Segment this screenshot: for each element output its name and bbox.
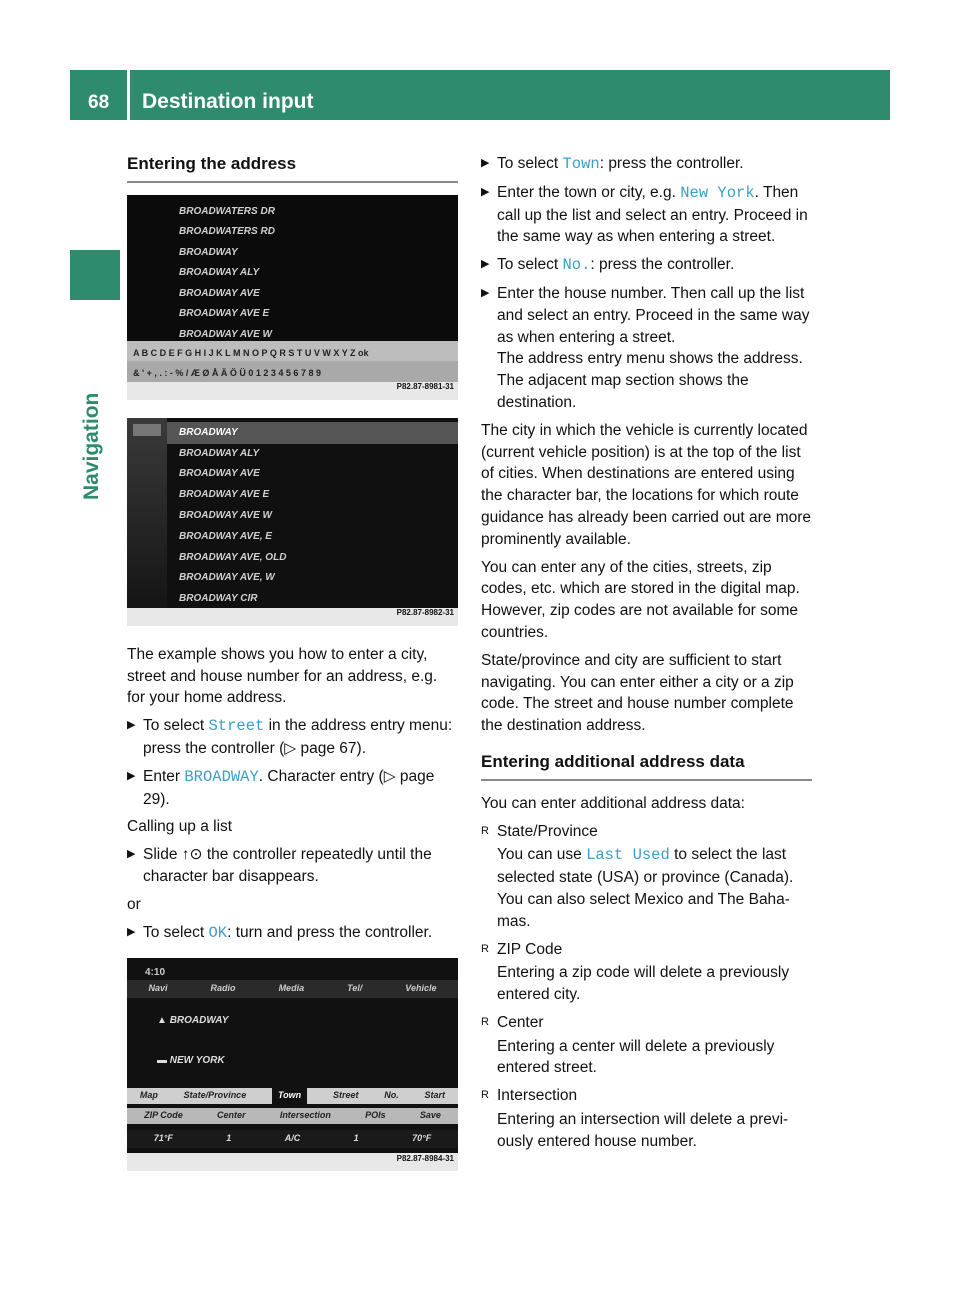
highlight-ok: OK <box>208 923 228 942</box>
highlight-new-york: New York <box>680 183 755 202</box>
street-list-item[interactable]: BROADWAY ALY <box>179 267 260 279</box>
fig3status-item[interactable]: 71°F <box>153 1133 173 1144</box>
fig3status-item[interactable]: 1 <box>226 1133 232 1144</box>
street-list-item[interactable]: BROADWAY AVE, W <box>179 572 275 584</box>
street-list-item[interactable]: BROADWAY ALY <box>179 447 260 459</box>
step-item: ▶ To select No.: press the controller. <box>481 256 735 275</box>
character-bar-letters: A B C D E F G H I J K L M N O P Q R S T U V W X Y Z ok <box>127 341 458 367</box>
bullet-text: Entering a zip code will delete a previously entered city. <box>497 964 790 1004</box>
figure-street-list-full <box>127 418 458 626</box>
street-list-item[interactable]: BROADWAY AVE W <box>179 509 272 521</box>
street-list-item[interactable]: BROADWAY AVE <box>179 287 260 299</box>
page-title: Destination input <box>142 90 314 113</box>
figure-caption: P82.87-8982-31 <box>396 608 454 617</box>
right-column <box>481 153 812 1159</box>
intro-paragraph: The example shows you how to enter a city, street and house number for an address, e.g. for your home address. <box>127 645 438 707</box>
section-label-text: Navigation <box>80 392 103 500</box>
page-header <box>70 70 890 120</box>
fig3menu-item[interactable]: Radio <box>210 983 236 994</box>
fig3row2-item[interactable]: ZIP Code <box>144 1110 183 1121</box>
character-bar-symbols: & ' + , . : - % / Æ Ø Å Ä Ö Ü 0 1 2 3 4 5 6 7 8 9 <box>127 361 458 387</box>
street-list-item[interactable]: BROADWAY AVE E <box>179 308 270 320</box>
bullet-item: R Center <box>481 1013 544 1031</box>
fig3menu-item[interactable]: Media <box>278 983 305 994</box>
fig3menu-item[interactable]: Vehicle <box>405 983 437 994</box>
step-item: ▶ To select OK: turn and press the controller. <box>127 923 433 942</box>
fig3row1-item[interactable]: Street <box>332 1090 359 1101</box>
fig3menu-item[interactable]: Tel/ <box>347 983 363 994</box>
step-item: ▶ Slide ↑⊙ the controller repeatedly until the character bar disappears. <box>127 846 432 885</box>
street-list-item[interactable]: BROADWATERS DR <box>179 205 275 217</box>
figure-address-menu <box>127 958 458 1171</box>
sub-heading: Calling up a list <box>127 818 233 836</box>
bullet-item: R Intersection <box>481 1087 578 1105</box>
city-entry: ▬ NEW YORK <box>157 1055 225 1067</box>
street-list-item[interactable]: BROADWAY <box>167 422 458 444</box>
street-list-item[interactable]: BROADWAY AVE, E <box>179 530 272 542</box>
fig3row2-item[interactable]: Save <box>419 1110 441 1121</box>
clock: 4:10 <box>145 967 166 979</box>
page-number: 68 <box>88 92 110 113</box>
fig3row1-item[interactable]: State/Province <box>183 1090 247 1101</box>
main-menu <box>127 980 458 998</box>
street-list-item[interactable]: BROADWATERS RD <box>179 226 275 238</box>
paragraph: You can enter any of the cities, streets, zip codes, etc. which are stored in the digital map. However, zip codes are not available for some countries. <box>481 558 800 641</box>
fig3status-item[interactable]: 1 <box>353 1133 359 1144</box>
highlight-no: No. <box>562 256 591 275</box>
figure-caption: P82.87-8984-31 <box>396 1153 454 1163</box>
street-entry: ▲ BROADWAY <box>157 1015 229 1027</box>
street-list-item[interactable]: BROADWAY AVE <box>179 468 260 480</box>
paragraph: The city in which the vehicle is currently located (current vehicle position) is at the top of the list of cities. When destinations are entered using the character bar, the locations for which route guidance has already been carried out are more prominently available. <box>481 421 812 548</box>
paragraph: You can enter additional address data: <box>481 794 745 812</box>
fig3row2-item[interactable]: POIs <box>365 1110 386 1121</box>
highlight-town: Town <box>562 155 600 173</box>
fig3row1-item[interactable]: Map <box>139 1090 158 1101</box>
fig3row1-item[interactable]: Town <box>272 1084 307 1108</box>
figure-street-list <box>127 195 458 400</box>
section-tab-block <box>70 250 120 300</box>
step-item: ▶ To select Town: press the controller. <box>481 155 744 173</box>
fig3row2-item[interactable]: Intersection <box>279 1110 331 1121</box>
header-divider <box>127 70 130 120</box>
step-item: ▶ Enter BROADWAY. Character entry (▷ page 29). <box>127 767 435 808</box>
highlight-last-used: Last Used <box>586 846 670 865</box>
highlight-street: Street <box>208 717 265 736</box>
street-list-item[interactable]: BROADWAY AVE E <box>179 489 270 501</box>
fig3menu-item[interactable]: Navi <box>148 983 168 994</box>
street-list-item[interactable]: BROADWAY AVE W <box>179 328 272 340</box>
figure-caption: P82.87-8981-31 <box>396 382 454 391</box>
or-text: or <box>127 895 141 913</box>
step-item: ▶ Enter the town or city, e.g. New York. Then call up the list and select an entry. Proceed in the same way as when entering a street. <box>481 183 808 246</box>
status-bar <box>127 1130 458 1148</box>
street-list-item[interactable]: BROADWAY AVE, OLD <box>179 551 287 563</box>
street-list-item[interactable]: BROADWAY <box>179 246 238 258</box>
section-label <box>74 300 114 500</box>
bullet-item: R State/Province <box>481 822 598 840</box>
bullet-text: Entering an intersection will delete a previ-ously entered house number. <box>497 1111 789 1150</box>
highlight-broadway: BROADWAY <box>184 767 259 786</box>
list-sidebar <box>127 418 167 608</box>
left-column <box>127 153 458 1189</box>
step-item: ▶ To select Street in the address entry menu: press the controller (▷ page 67). <box>127 717 453 757</box>
paragraph: State/province and city are sufficient to start navigating. You can enter either a city or a zip code. The street and house number complete the destination address. <box>481 651 794 735</box>
back-icon <box>133 424 161 436</box>
bullet-text: You can use Last Used to select the last selected state (USA) or province (Canada). You can also select Mexico and The Baha-mas. <box>497 846 794 930</box>
fig3status-item[interactable]: 70°F <box>412 1133 432 1144</box>
fig3row1-item[interactable]: Start <box>424 1090 446 1101</box>
section-heading: Entering the address <box>127 153 458 183</box>
fig3row2-item[interactable]: Center <box>217 1110 246 1121</box>
fig3status-item[interactable]: A/C <box>284 1133 301 1144</box>
bullet-text: Entering a center will delete a previously entered street. <box>497 1037 775 1077</box>
menu-row-2 <box>127 1108 458 1124</box>
bullet-item: R ZIP Code <box>481 940 563 958</box>
step-item: ▶ Enter the house number. Then call up the list and select an entry. Proceed in the same way as when entering a street. The address entry menu shows the address. The adjacent map section shows the destination. <box>481 284 810 411</box>
fig3row1-item[interactable]: No. <box>384 1090 399 1101</box>
menu-row-1 <box>127 1088 458 1104</box>
section-heading: Entering additional address data <box>481 751 812 781</box>
street-list-item[interactable]: BROADWAY CIR <box>179 593 258 605</box>
